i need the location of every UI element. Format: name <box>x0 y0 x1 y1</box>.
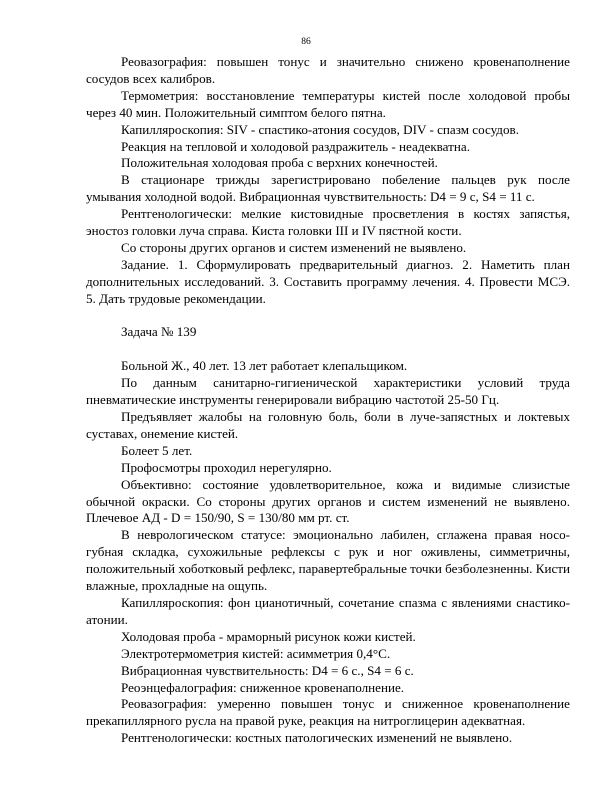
paragraph-complaints: Предъявляет жалобы на головную боль, боли в луче-запястных и локтевых суставах, онемение кистей. <box>86 409 570 441</box>
paragraph-cold-test-2: Холодовая проба - мраморный рисунок кожи кистей. <box>121 628 416 644</box>
paragraph-rheovasography-2: Реовазография: умеренно повышен тонус и сниженное кровенаполнение прекапиллярного русла на правой руке, реакция на нитроглицерин адекватная. <box>86 696 570 729</box>
paragraph-capillaroscopy-2: Капилляроскопия: фон цианотичный, сочетание спазма с явлениями снастико-атонии. <box>86 594 570 627</box>
paragraph-assignment: Задание. 1. Сформулировать предварительный диагноз. 2. Наметить план дополнительных исследований. 3. Составить программу лечения. 4. Провести МСЭ. 5. Дать трудовые рекомендации. <box>86 256 570 306</box>
paragraph-rheovasography: Реовазография: повышен тонус и значительно снижено кровенаполнение сосудов всех калибров. <box>86 54 570 86</box>
paragraph-patient: Больной Ж., 40 лет. 13 лет работает клепальщиком. <box>121 358 408 374</box>
paragraph-illness-duration: Болеет 5 лет. <box>121 442 193 458</box>
paragraph-stimulus-reaction: Реакция на тепловой и холодовой раздражитель - неадекватна. <box>121 138 470 154</box>
paragraph-work-conditions: По данным санитарно-гигиенической характеристики условий труда пневматические инструменты генерировали вибрацию частотой 25-50 Гц. <box>86 375 570 408</box>
paragraph-other-systems: Со стороны других органов и систем изменений не выявлено. <box>121 239 467 255</box>
paragraph-vibration-sensitivity: Вибрационная чувствительность: D4 = 6 с., S4 = 6 с. <box>121 662 414 678</box>
paragraph-capillaroscopy: Капилляроскопия: SIV - спастико-атония сосудов, DIV - спазм сосудов. <box>121 121 519 137</box>
paragraph-thermometry: Термометрия: восстановление температуры кистей после холодовой пробы через 40 мин. Положительный симптом белого пятна. <box>86 87 570 120</box>
paragraph-objective: Объективно: состояние удовлетворительное, кожа и видимые слизистые обычной окраски. Со стороны других органов и систем изменений не выявлено. Плечевое АД - D = 150/90, S = 130/80 мм рт. ст. <box>86 476 570 526</box>
paragraph-hospital-observation: В стационаре трижды зарегистрировано побеление пальцев рук после умывания холодной водой. Вибрационная чувствительность: D4 = 9 с, S4 = 11 с. <box>86 172 570 205</box>
paragraph-checkups: Профосмотры проходил нерегулярно. <box>121 459 332 475</box>
paragraph-xray-2: Рентгенологически: костных патологических изменений не выявлено. <box>121 730 513 746</box>
paragraph-electrothermometry: Электротермометрия кистей: асимметрия 0,4°С. <box>121 645 391 661</box>
paragraph-xray: Рентгенологически: мелкие кистовидные просветления в костях запястья, эностоз головки луча справа. Киста головки III и IV пястной кости. <box>86 206 570 239</box>
document-body <box>86 54 570 747</box>
page-number: 86 <box>301 37 311 47</box>
task-heading: Задача № 139 <box>121 324 197 340</box>
paragraph-cold-test: Положительная холодовая проба с верхних конечностей. <box>121 155 438 171</box>
paragraph-neurological-status: В неврологическом статусе: эмоционально лабилен, сглажена правая носо-губная складка, сухожильные рефлексы с рук и ног оживлены, симметричны, положительный хоботковый рефлекс, паравертебральные точки безболезненны. Кисти влажные, прохладные на ощупь. <box>86 527 570 594</box>
paragraph-rheoencephalography: Реоэнцефалография: сниженное кровенаполнение. <box>121 679 405 695</box>
